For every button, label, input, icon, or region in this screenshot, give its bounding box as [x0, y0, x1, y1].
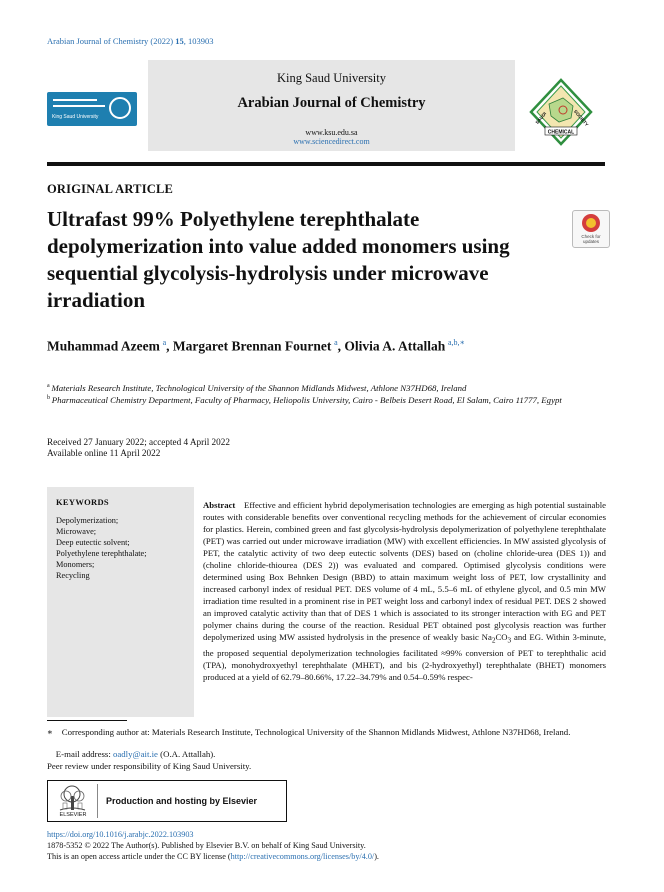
author-affiliation-link[interactable]: a,b,∗ [447, 338, 465, 347]
abstract-text: Abstract Effective and efficient hybrid depolymerisation technologies are emerging as high potential sustainable routes with considerable benefits over conventional recycling methods for the achievement of circular economies for plastics. Herein, combined green and fast glycolysis-hydrolysis depolymerization of polyethylene terephthalate (PET) was carried out under microwave irradiation (MW) with excellent efficiencies. In MW assisted glycolysis of PET, the catalytic activity of two deep eutectic solvents (DES) based on (choline chloride-urea (DES 1)) and (choline chloride-thiourea (DES 2)) was evaluated and compared. Optimised glycolysis conditions were determined using Box Behnken Design (BBD) to attain maximum weight loss of PET, low crystallinity and increased carbonyl index of residual PET. DES volume of 4 mL, 5.5–6 mL of ethylene glycol, and 0.5 min MW irradiation time resulted in a prominent rise in PET weight loss and carbonyl index of residual PET. DES 2 showed an improved catalytic activity than that of DES 1 which is associated to its stronger interaction with EG and PET polymer chains during the course of the reaction. Residual PET obtained post glycolysis reaction was further depolymerized using MW assisted hydrolysis in the presence of weakly basic $Na_2CO_3$ and EG. Within 3-minute, the proposed sequential depolymerization technologies facilitated ≈99% conversion of PET to terephthalic acid (TPA), monohydroxyethyl terephthalate (MHET), and bis (2-hydroxyethyl) terephthalate (BHET) monomers produced at a yield of 62.79–80.66%, 17.22–34.79% and 0.54–0.59% respec- [203, 500, 606, 682]
available-date: Available online 11 April 2022 [47, 448, 161, 458]
logo-arabic-line [53, 99, 97, 101]
publisher-name: King Saud University [276, 71, 387, 85]
header-divider [47, 162, 605, 166]
license-line: This is an open access article under the CC BY license (http://creativecommons.org/licenses/by/4.0/). [47, 852, 379, 861]
hosting-divider [97, 784, 98, 818]
affiliation-marker: b [47, 395, 50, 401]
hosting-text: Production and hosting by Elsevier [106, 796, 258, 806]
author-name: Muhammad Azeem [47, 338, 160, 354]
author-affiliation-link[interactable]: a [162, 338, 167, 347]
author-name: Margaret Brennan Fournet [172, 338, 332, 354]
author-affiliation-link[interactable]: a [334, 338, 338, 347]
journal-name: Arabian Journal of Chemistry [237, 95, 426, 111]
email-link[interactable]: oadly@ait.ie [112, 749, 158, 759]
keyword-item: Recycling [56, 571, 90, 580]
check-updates-label: Check for updates [581, 234, 601, 244]
check-updates-icon [582, 214, 600, 232]
journal-ref-prefix: Arabian Journal of Chemistry (2022) [47, 36, 176, 46]
abstract-label: Abstract [203, 500, 236, 510]
keyword-item: Microwave; [56, 527, 97, 536]
elsevier-wordmark: ELSEVIER [59, 812, 87, 818]
footnote-divider [47, 720, 127, 721]
email-note: E-mail address: oadly@ait.ie (O.A. Attallah). [55, 749, 216, 759]
copyright-line: 1878-5352 © 2022 The Author(s). Published by Elsevier B.V. on behalf of King Saud University. [47, 841, 366, 850]
website-ksu[interactable]: www.ksu.edu.sa [305, 128, 358, 137]
affiliation-b [47, 392, 607, 406]
logo-arabic-line [53, 105, 105, 107]
society-logo-left-text: SAUDI [534, 111, 548, 126]
peer-review-note: Peer review under responsibility of King Saud University. [47, 761, 252, 771]
journal-ref-article: , 103903 [183, 36, 214, 46]
affiliation-text: Materials Research Institute, Technological University of the Shannon Midlands Midwest, Athlone N37HD68, Ireland [51, 382, 467, 393]
keyword-item: Polyethylene terephthalate; [56, 549, 147, 558]
author-list: Muhammad Azeem $^a$, Margaret Brennan Fournet $^a$, Olivia A. Attallah $^{a,b,∗}$ [47, 338, 465, 354]
journal-ref-volume: 15 [175, 36, 184, 46]
journal-reference[interactable] [47, 36, 213, 46]
author-name: Olivia A. Attallah [344, 338, 446, 354]
king-saud-university-logo [47, 92, 137, 126]
palm-emblem-icon [109, 97, 131, 119]
society-logo-bottom-text: CHEMICAL [547, 129, 575, 136]
corresponding-author-note: ∗ Corresponding author at: Materials Research Institute, Technological University of the Shannon Midlands Midwest, Athlone N37HD68, Ireland. [47, 727, 571, 737]
affiliation-marker: a [47, 383, 50, 389]
saudi-chemical-society-logo [527, 78, 595, 146]
keywords-title: KEYWORDS [56, 497, 109, 507]
logo-university-name: King Saud University [52, 114, 99, 120]
affiliation-text: Pharmaceutical Chemistry Department, Faculty of Pharmacy, Heliopolis University, Cairo - Belbeis Desert Road, El Salam, Cairo 11777, Egypt [51, 394, 562, 405]
keyword-item: Depolymerization; [56, 516, 119, 525]
license-link[interactable]: http://creativecommons.org/licenses/by/4.0/ [230, 852, 375, 861]
keyword-item: Monomers; [56, 560, 95, 569]
footnote-asterisk-icon: ∗ [47, 727, 62, 737]
society-logo-right-text: SOCIETY [572, 108, 590, 128]
doi-link[interactable]: https://doi.org/10.1016/j.arabjc.2022.103903 [47, 830, 194, 839]
keyword-item: Deep eutectic solvent; [56, 538, 130, 547]
section-label: ORIGINAL ARTICLE [47, 182, 174, 196]
received-date: Received 27 January 2022; accepted 4 April 2022 [47, 437, 230, 447]
article-title: Ultrafast 99% Polyethylene terephthalate depolymerization into value added monomers using sequential glycolysis-hydrolysis under microwave irradiation [47, 207, 510, 312]
corresponding-asterisk-icon: ∗ [459, 338, 465, 347]
check-for-updates-badge[interactable] [572, 210, 610, 248]
website-sciencedirect[interactable]: www.sciencedirect.com [293, 137, 370, 146]
